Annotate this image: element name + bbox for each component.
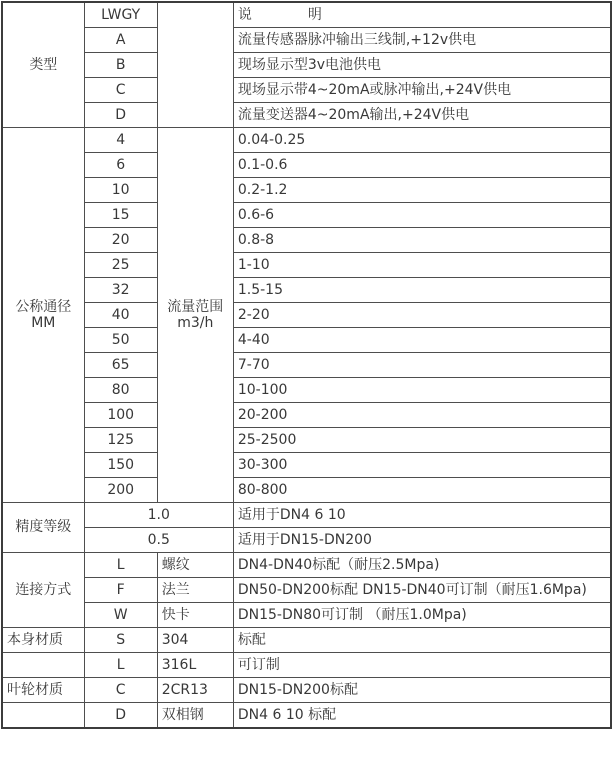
accuracy-grade: 1.0 [84,503,233,528]
dn-value: 50 [84,328,157,353]
table-row [2,53,611,78]
flow-range-value: 0.04-0.25 [233,128,611,153]
connection-desc-L: DN4-DN40标配（耐压2.5Mpa) [233,553,611,578]
table-row [2,678,611,703]
impeller-material-name-D: 双相钢 [157,703,233,729]
impeller-material-code-D: D [84,703,157,729]
table-row [2,628,611,653]
type-desc-D: 流量变送器4~20mA输出,+24V供电 [233,103,611,128]
table-row [2,2,611,28]
flow-range-value: 4-40 [233,328,611,353]
type-desc-C: 现场显示带4~20mA或脉冲输出,+24V供电 [233,78,611,103]
impeller-material-name-C: 2CR13 [157,678,233,703]
connection-name-W: 快卡 [157,603,233,628]
accuracy-scope: 适用于DN15-DN200 [233,528,611,553]
body-material-name-L: 316L [157,653,233,678]
table-row [2,228,611,253]
table-row [2,328,611,353]
flow-range-value: 10-100 [233,378,611,403]
dn-value: 80 [84,378,157,403]
dn-value: 65 [84,353,157,378]
impeller-material-desc-C: DN15-DN200标配 [233,678,611,703]
connection-desc-F: DN50-DN200标配 DN15-DN40可订制（耐压1.6Mpa) [233,578,611,603]
table-row [2,703,611,729]
flow-range-value: 7-70 [233,353,611,378]
table-row [2,203,611,228]
type-section-label: 类型 [2,2,84,128]
table-row [2,428,611,453]
impeller-material-code-C: C [84,678,157,703]
dn-value: 6 [84,153,157,178]
table-row [2,553,611,578]
table-row [2,353,611,378]
body-material-name-S: 304 [157,628,233,653]
flow-range-value: 80-800 [233,478,611,503]
connection-section-label: 连接方式 [2,553,84,628]
dn-value: 150 [84,453,157,478]
table-row [2,403,611,428]
dn-value: 32 [84,278,157,303]
dn-value: 25 [84,253,157,278]
flow-range-label-line1: 流量范围 [167,298,224,315]
flow-range-value: 1.5-15 [233,278,611,303]
table-row [2,78,611,103]
diameter-section-label [2,128,84,503]
table-row [2,503,611,528]
table-row [2,603,611,628]
body-material-section-label: 本身材质 [2,628,84,653]
type-code-header: LWGY [84,2,157,28]
body-material-empty-cell [2,653,84,678]
body-material-code-S: S [84,628,157,653]
body-material-desc-L: 可订制 [233,653,611,678]
table-row [2,653,611,678]
table-row [2,453,611,478]
flow-range-value: 0.6-6 [233,203,611,228]
type-desc-header: 说 明 [233,2,611,28]
connection-name-F: 法兰 [157,578,233,603]
type-empty-cell [157,2,233,128]
flow-range-value: 2-20 [233,303,611,328]
flow-range-value: 1-10 [233,253,611,278]
flow-range-value: 20-200 [233,403,611,428]
table-row [2,578,611,603]
table-row [2,253,611,278]
impeller-material-desc-D: DN4 6 10 标配 [233,703,611,729]
type-code-C: C [84,78,157,103]
connection-code-F: F [84,578,157,603]
flow-range-value: 25-2500 [233,428,611,453]
table-row [2,278,611,303]
flow-range-value: 0.1-0.6 [233,153,611,178]
flow-range-label [157,128,233,503]
dn-value: 15 [84,203,157,228]
impeller-material-section-label: 叶轮材质 [2,678,84,703]
connection-code-L: L [84,553,157,578]
table-row [2,103,611,128]
type-code-A: A [84,28,157,53]
type-code-D: D [84,103,157,128]
dn-value: 20 [84,228,157,253]
impeller-material-empty-cell [2,703,84,729]
flow-range-value: 30-300 [233,453,611,478]
flow-range-value: 0.8-8 [233,228,611,253]
table-row [2,303,611,328]
type-code-B: B [84,53,157,78]
table-row [2,378,611,403]
dn-value: 200 [84,478,157,503]
accuracy-section-label: 精度等级 [2,503,84,553]
connection-name-L: 螺纹 [157,553,233,578]
connection-code-W: W [84,603,157,628]
diameter-label-line2: MM [31,315,56,331]
dn-value: 10 [84,178,157,203]
dn-value: 40 [84,303,157,328]
type-desc-A: 流量传感器脉冲输出三线制,+12v供电 [233,28,611,53]
table-row [2,153,611,178]
flow-range-label-line2: m3/h [177,315,214,331]
diameter-label-line1: 公称通径 [15,298,72,315]
table-row [2,528,611,553]
table-row [2,128,611,153]
type-desc-B: 现场显示型3v电池供电 [233,53,611,78]
dn-value: 4 [84,128,157,153]
flow-range-value: 0.2-1.2 [233,178,611,203]
table-row [2,28,611,53]
table-row [2,178,611,203]
body-material-desc-S: 标配 [233,628,611,653]
connection-desc-W: DN15-DN80可订制 （耐压1.0Mpa) [233,603,611,628]
table-row [2,478,611,503]
accuracy-scope: 适用于DN4 6 10 [233,503,611,528]
spec-table [1,1,612,729]
accuracy-grade: 0.5 [84,528,233,553]
body-material-code-L: L [84,653,157,678]
dn-value: 100 [84,403,157,428]
dn-value: 125 [84,428,157,453]
